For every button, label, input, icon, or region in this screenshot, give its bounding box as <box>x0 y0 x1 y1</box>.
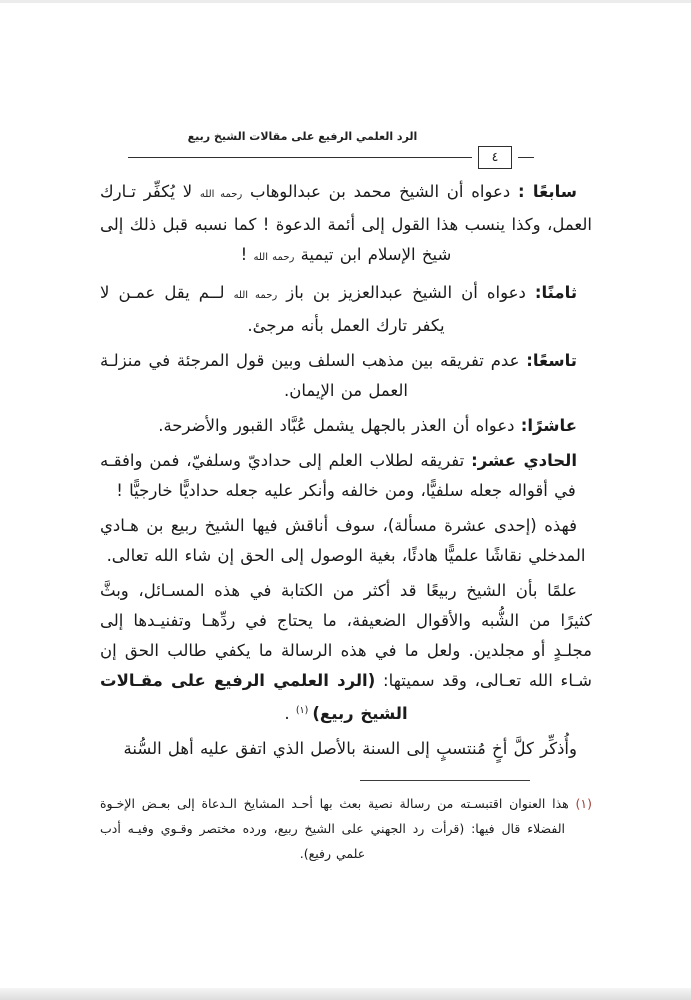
paragraph-text: عدم تفريقه بين مذهب السلف وبين قول المرجئة في منزلـة العمل من الإيمان. <box>100 351 527 400</box>
paragraph-lead: الحادي عشر: <box>471 451 578 470</box>
paragraph-eleventh <box>100 446 592 506</box>
paragraph-lead: تاسعًا: <box>526 351 577 370</box>
header-rule-short <box>518 157 534 158</box>
paragraph-text: فهذه (إحدى عشرة مسألة)، سوف أناقش فيها الشيخ ربيع بن هـادي المدخلي نقاشًا علميًّا هادئًا، بغية الوصول إلى الحق إن شاء الله تعالى. <box>100 516 586 565</box>
paragraph-closing <box>100 734 592 764</box>
paragraph-text: علمًا بأن الشيخ ربيعًا قد أكثر من الكتابة في هذه المسـائل، وبثَّ كثيرًا من الشُّبه والأقوال الضعيفة، ما يحتاج في ردِّهـا وتفنيـدها إلى مجلـدٍ أو مجلدين. ولعل ما في هذه الرسالة ما يكفي طالب الحق إن شـاء الله تعـالى، وقد سميتها: <box>100 581 593 690</box>
running-header <box>100 130 592 169</box>
honorific-rahimahullah: رحمه الله <box>233 290 278 301</box>
footnote-body: هذا العنوان اقتبسـته من رسالة نصية بعث بها أحـد المشايخ الـدعاة إلى بعـض الإخـوة الفضلاء قال فيها: (قرأت رد الجهني على الشيخ ربيع، ورده مختصر وقـوي وفيـه أدب علمي رفيع). <box>100 796 576 861</box>
paragraph-ninth <box>100 346 592 406</box>
book-page <box>100 130 592 866</box>
footnote-separator <box>360 780 530 781</box>
paragraph-text: دعواه أن الشيخ عبدالعزيز بن باز <box>277 283 535 302</box>
paragraph-text: لا يُكفِّر تـارك العمل، وكذا ينسب هذا القول إلى أئمة الدعوة ! كما نسبه قبل ذلك إلى شيخ الإسلام ابن تيمية <box>100 182 592 264</box>
footnote-marker: (١) <box>575 796 592 811</box>
paragraph-text: دعواه أن العذر بالجهل يشمل عُبَّاد القبور والأضرحة. <box>158 416 521 435</box>
paragraph-these-eleven-issues <box>100 511 592 571</box>
paragraph-seventh <box>100 177 592 273</box>
scan-edge-top <box>0 0 691 3</box>
page-number: ٤ <box>478 146 512 169</box>
paragraph-lead: عاشرًا: <box>520 416 577 435</box>
book-title: (الرد العلمي الرفيع على مقـالات الشيخ ربيع) <box>100 671 408 723</box>
paragraph-text: ! <box>240 245 254 264</box>
paragraph-naming-the-book <box>100 576 592 729</box>
running-header-title: الرد العلمي الرفيع على مقالات الشيخ ربيع <box>187 130 418 143</box>
paragraph-eighth <box>100 278 592 341</box>
footnote <box>100 791 592 866</box>
paragraph-text: لــم يقل عمـن لا يكفر تارك العمل بأنه مرجئ. <box>100 283 445 335</box>
paragraph-tenth <box>100 411 592 441</box>
body-text <box>100 177 592 764</box>
paragraph-lead: ثامنًا: <box>534 283 578 302</box>
paragraph-text: دعواه أن الشيخ محمد بن عبدالوهاب <box>242 182 518 201</box>
paragraph-text: تفريقه لطلاب العلم إلى حداديّ وسلفيّ، فمن وافقـه في أقواله جعله سلفيًّا، ومن خالفه وأنكر عليه جعله حداديًّا خارجيًّا ! <box>100 451 576 500</box>
scan-edge-bottom <box>0 988 691 1000</box>
paragraph-text: . <box>284 704 296 723</box>
paragraph-text: وأُذكِّر كلَّ أخٍ مُنتسبٍ إلى السنة بالأصل الذي اتفق عليه أهل السُّنة <box>123 739 577 758</box>
honorific-rahimahullah: رحمه الله <box>253 252 295 263</box>
header-rule-long <box>128 157 472 158</box>
paragraph-lead: سابعًا : <box>518 182 577 201</box>
honorific-rahimahullah: رحمه الله <box>199 189 243 200</box>
footnote-reference: (١) <box>295 705 313 716</box>
header-rule <box>100 146 592 169</box>
